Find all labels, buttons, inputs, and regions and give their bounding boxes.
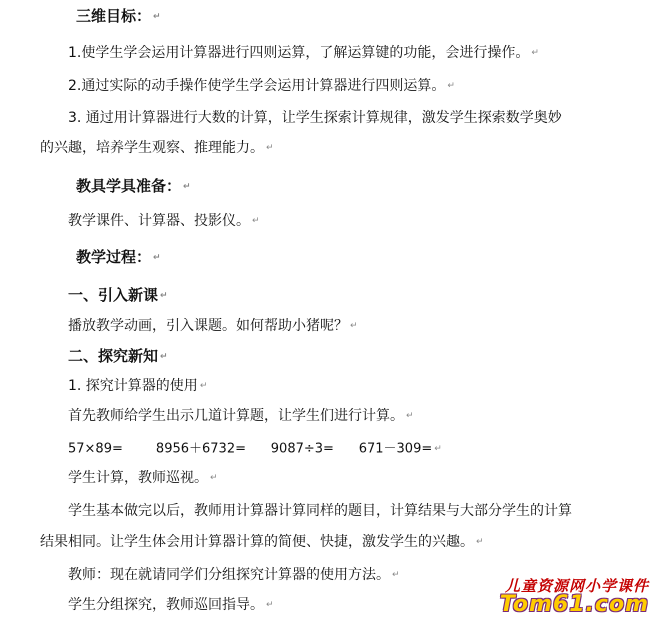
paragraph-mark-icon: ↵ bbox=[153, 252, 161, 263]
introduction-text: 播放教学动画，引入课题。如何帮助小猪呢？ ↵ bbox=[68, 318, 358, 334]
calculation-problems: 57×89= 8956＋6732= 9087÷3= 671－309= ↵ bbox=[68, 441, 442, 457]
heading-three-dimensional-goals: 三维目标： ↵ bbox=[76, 7, 161, 25]
students-calculate-text: 学生计算，教师巡视。 ↵ bbox=[68, 470, 218, 486]
subsection-calculator-use: 1. 探究计算器的使用 ↵ bbox=[68, 378, 208, 394]
section-heading-explore: 二、探究新知 ↵ bbox=[68, 347, 168, 365]
goal-item-3: 3. 通过用计算器进行大数的计算，让学生探索计算规律，激发学生探索数学奥妙 bbox=[68, 110, 562, 126]
watermark-site-text: Tom61.com bbox=[499, 592, 649, 617]
paragraph-mark-icon: ↵ bbox=[406, 411, 414, 421]
paragraph-mark-icon: ↵ bbox=[183, 181, 191, 192]
goal-item-3-continued: 的兴趣，培养学生观察、推理能力。 ↵ bbox=[40, 140, 274, 156]
paragraph-mark-icon: ↵ bbox=[434, 444, 442, 454]
comparison-paragraph: 学生基本做完以后，教师用计算器计算同样的题目，计算结果与大部分学生的计算 bbox=[68, 503, 572, 519]
paragraph-mark-icon: ↵ bbox=[392, 570, 400, 580]
paragraph-mark-icon: ↵ bbox=[160, 290, 168, 301]
paragraph-mark-icon: ↵ bbox=[153, 11, 161, 22]
paragraph-mark-icon: ↵ bbox=[266, 600, 274, 610]
paragraph-mark-icon: ↵ bbox=[447, 81, 455, 91]
site-watermark-logo bbox=[434, 575, 649, 617]
group-exploration-text: 学生分组探究，教师巡回指导。 ↵ bbox=[68, 597, 274, 613]
comparison-paragraph-continued: 结果相同。让学生体会用计算器计算的简便、快捷，激发学生的兴趣。 ↵ bbox=[40, 534, 484, 550]
section-heading-introduction: 一、引入新课 ↵ bbox=[68, 286, 168, 304]
goal-item-1: 1.使学生学会运用计算器进行四则运算，了解运算键的功能，会进行操作。 ↵ bbox=[68, 45, 539, 61]
watermark-chinese-text: 儿童资源网小学课件 bbox=[504, 577, 649, 595]
goal-item-2: 2.通过实际的动手操作使学生学会运用计算器进行四则运算。 ↵ bbox=[68, 78, 455, 94]
paragraph-mark-icon: ↵ bbox=[199, 381, 208, 391]
paragraph-mark-icon: ↵ bbox=[476, 537, 484, 547]
paragraph-mark-icon: ↵ bbox=[252, 216, 260, 226]
paragraph-mark-icon: ↵ bbox=[350, 321, 358, 331]
paragraph-mark-icon: ↵ bbox=[531, 48, 539, 58]
teacher-exercises-text: 首先教师给学生出示几道计算题，让学生们进行计算。 ↵ bbox=[68, 408, 414, 424]
teaching-aids-text: 教学课件、计算器、投影仪。 ↵ bbox=[68, 213, 260, 229]
teacher-instruction-text: 教师：现在就请同学们分组探究计算器的使用方法。 ↵ bbox=[68, 567, 400, 583]
heading-teaching-aids: 教具学具准备： ↵ bbox=[76, 177, 191, 195]
paragraph-mark-icon: ↵ bbox=[210, 473, 218, 483]
heading-teaching-process: 教学过程： ↵ bbox=[76, 248, 161, 266]
paragraph-mark-icon: ↵ bbox=[160, 351, 168, 362]
paragraph-mark-icon: ↵ bbox=[266, 143, 274, 153]
